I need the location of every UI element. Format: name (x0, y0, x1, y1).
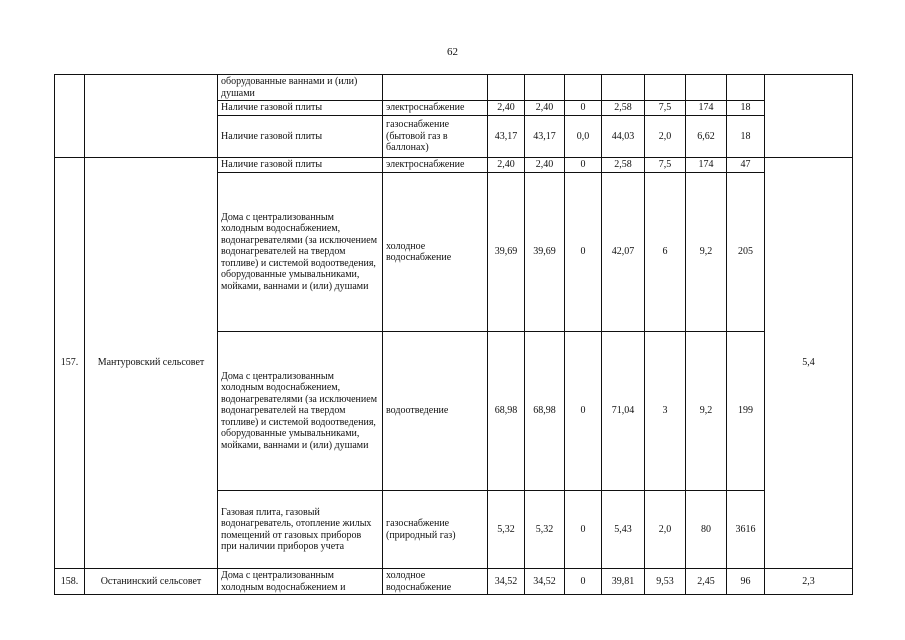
value-cell: 199 (727, 332, 765, 491)
value-cell: 174 (686, 158, 727, 173)
value-cell: 0 (565, 491, 602, 569)
value-cell: 34,52 (525, 569, 565, 595)
value-cell: 2,0 (645, 491, 686, 569)
value-cell (686, 75, 727, 101)
resource-cell: электроснабжение (383, 101, 488, 116)
resource-cell: холодное водоснабжение (383, 569, 488, 595)
table-row (55, 75, 853, 101)
value-cell: 2,58 (602, 158, 645, 173)
value-cell: 43,17 (525, 116, 565, 158)
last-value-cell (765, 75, 853, 158)
value-cell: 2,45 (686, 569, 727, 595)
value-cell (602, 75, 645, 101)
value-cell: 44,03 (602, 116, 645, 158)
value-cell (727, 75, 765, 101)
value-cell: 2,40 (488, 101, 525, 116)
value-cell: 39,69 (525, 173, 565, 332)
value-cell: 0 (565, 332, 602, 491)
settlement-name-cell: Останинский сельсовет (85, 569, 218, 595)
last-value-cell: 2,3 (765, 569, 853, 595)
value-cell: 5,43 (602, 491, 645, 569)
value-cell: 9,53 (645, 569, 686, 595)
settlement-name-cell (85, 75, 218, 158)
value-cell: 3 (645, 332, 686, 491)
description-cell: оборудованные ваннами и (или) душами (218, 75, 383, 101)
value-cell: 71,04 (602, 332, 645, 491)
value-cell: 7,5 (645, 101, 686, 116)
value-cell: 9,2 (686, 173, 727, 332)
value-cell: 2,40 (525, 101, 565, 116)
resource-cell (383, 75, 488, 101)
value-cell: 6 (645, 173, 686, 332)
value-cell: 68,98 (525, 332, 565, 491)
resource-cell: газоснабжение (природный газ) (383, 491, 488, 569)
resource-cell: холодное водоснабжение (383, 173, 488, 332)
value-cell (488, 75, 525, 101)
last-value-cell: 5,4 (765, 158, 853, 569)
value-cell: 2,0 (645, 116, 686, 158)
description-cell: Дома с централизованным холодным водоснабжением, водонагревателями (за исключением водонагревателей на твердом топливе) и системой водоотведения, оборудованные умывальниками, мойками, ваннами и (или) душами (218, 332, 383, 491)
value-cell: 0 (565, 101, 602, 116)
value-cell: 5,32 (525, 491, 565, 569)
value-cell: 47 (727, 158, 765, 173)
value-cell: 96 (727, 569, 765, 595)
value-cell: 205 (727, 173, 765, 332)
resource-cell: водоотведение (383, 332, 488, 491)
value-cell: 0 (565, 158, 602, 173)
value-cell: 9,2 (686, 332, 727, 491)
number-cell: 158. (55, 569, 85, 595)
description-cell: Дома с централизованным холодным водоснабжением, водонагревателями (за исключением водонагревателей на твердом топливе) и системой водоотведения, оборудованные умывальниками, мойками, ваннами и (или) душами (218, 173, 383, 332)
table-row (55, 158, 853, 173)
resource-cell: электроснабжение (383, 158, 488, 173)
description-cell: Наличие газовой плиты (218, 158, 383, 173)
value-cell: 2,40 (525, 158, 565, 173)
tariff-table (54, 74, 853, 595)
value-cell: 80 (686, 491, 727, 569)
value-cell: 39,81 (602, 569, 645, 595)
description-cell: Газовая плита, газовый водонагреватель, отопление жилых помещений от газовых приборов при наличии приборов учета (218, 491, 383, 569)
value-cell: 174 (686, 101, 727, 116)
description-cell: Наличие газовой плиты (218, 116, 383, 158)
value-cell: 5,32 (488, 491, 525, 569)
settlement-name-cell: Мантуровский сельсовет (85, 158, 218, 569)
number-cell (55, 75, 85, 158)
value-cell: 39,69 (488, 173, 525, 332)
value-cell: 2,58 (602, 101, 645, 116)
value-cell (525, 75, 565, 101)
page-number: 62 (447, 46, 458, 58)
description-cell: Наличие газовой плиты (218, 101, 383, 116)
value-cell: 18 (727, 116, 765, 158)
value-cell: 43,17 (488, 116, 525, 158)
value-cell: 0 (565, 569, 602, 595)
value-cell: 6,62 (686, 116, 727, 158)
value-cell: 42,07 (602, 173, 645, 332)
value-cell: 68,98 (488, 332, 525, 491)
value-cell: 18 (727, 101, 765, 116)
value-cell: 7,5 (645, 158, 686, 173)
table-row (55, 569, 853, 595)
resource-cell: газоснабжение (бытовой газ в баллонах) (383, 116, 488, 158)
value-cell (645, 75, 686, 101)
value-cell: 34,52 (488, 569, 525, 595)
number-cell: 157. (55, 158, 85, 569)
value-cell: 0 (565, 173, 602, 332)
value-cell: 0,0 (565, 116, 602, 158)
value-cell: 2,40 (488, 158, 525, 173)
description-cell: Дома с централизованным холодным водоснабжением и (218, 569, 383, 595)
value-cell (565, 75, 602, 101)
value-cell: 3616 (727, 491, 765, 569)
